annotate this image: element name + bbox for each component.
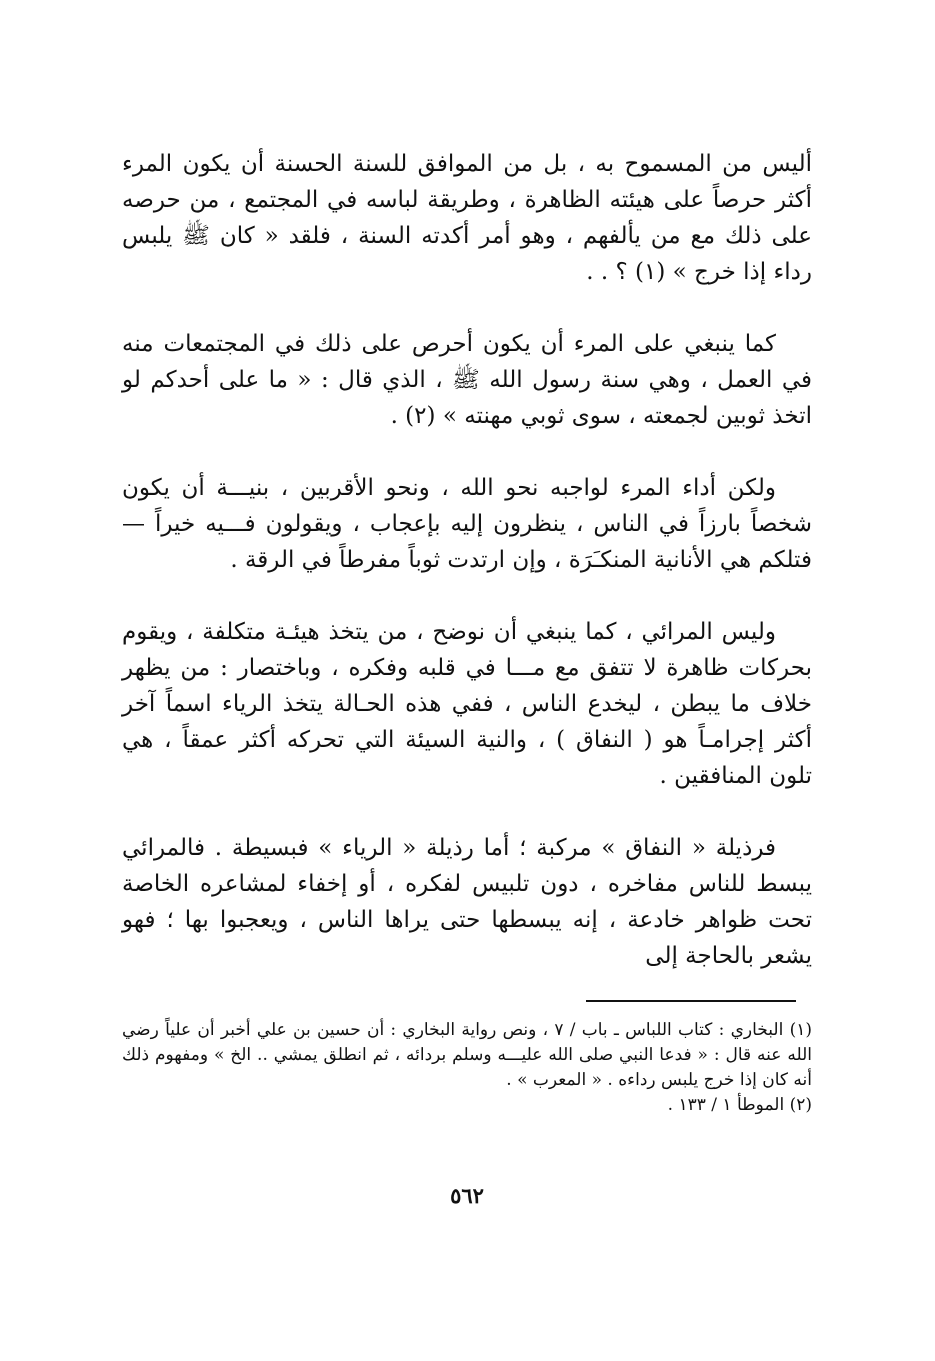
paragraph: كما ينبغي على المرء أن يكون أحرص على ذلك في المجتمعات منه في العمل ، وهي سنة رسول الله ﷺ ، الذي قال : « ما على أحدكم لو اتخذ ثوبين لجمعته ، سوى ثوبي مهنته » (٢) . xyxy=(122,331,812,429)
main-text xyxy=(122,146,812,1010)
footnote-divider xyxy=(586,1000,796,1002)
paragraph: فرذيلة « النفاق » مركبة ؛ أما رذيلة « الرياء » فبسيطة . فالمرائي يبسط للناس مفاخره ، دون تلبيس لفكره ، أو إخفاء لمشاعره الخاصة تحت ظواهر خادعة ، إنه يبسطها حتى يراها الناس ، ويعجبوا بها ؛ فهو يشعر بالحاجة إلى xyxy=(122,835,812,969)
footnote: (٢) الموطأ ١ / ١٣٣ . xyxy=(667,1095,812,1115)
paragraph: ولكن أداء المرء لواجبه نحو الله ، ونحو الأقربين ، بنيـــة أن يكون شخصاً بارزاً في الناس ، ينظرون إليه بإعجاب ، ويقولون فـــيه خيراً — فتلكم هي الأنانية المنكـَرَة ، وإن ارتدت ثوباً مفرطاً في الرقة . xyxy=(122,475,812,573)
footnotes xyxy=(122,1018,812,1118)
footnote: (١) البخاري : كتاب اللباس ـ باب / ٧ ، ونص رواية البخاري : أن حسين بن علي أخبر أن علياً رضي الله عنه قال : « فدعا النبي صلى الله عليـــه وسلم بردائه ، ثم انطلق يمشي .. الخ » ومفهوم ذلك أنه كان إذا خرج يلبس رداءه . « المعرب » . xyxy=(122,1020,812,1090)
page-number: ٥٦٢ xyxy=(450,1183,484,1208)
paragraph: وليس المرائي ، كما ينبغي أن نوضح ، من يتخذ هيئـة متكلفة ، ويقوم بحركات ظاهرة لا تتفق مع مـــا في قلبه وفكره ، وباختصار : من يظهر خلاف ما يبطن ، ليخدع الناس ، ففي هذه الحـالة يتخذ الرياء اسماً آخر أكثر إجرامـاً هو ( النفاق ) ، والنية السيئة التي تحركه أكثر عمقاً ، هي تلون المنافقين . xyxy=(122,619,812,789)
paragraph: أليس من المسموح به ، بل من الموافق للسنة الحسنة أن يكون المرء أكثر حرصاً على هيئته الظاهرة ، وطريقة لباسه في المجتمع ، من حرصه على ذلك مع من يألفهم ، وهو أمر أكدته السنة ، فلقد « كان ﷺ يلبس رداء إذا خرج » (١) ؟ . . xyxy=(122,151,812,285)
